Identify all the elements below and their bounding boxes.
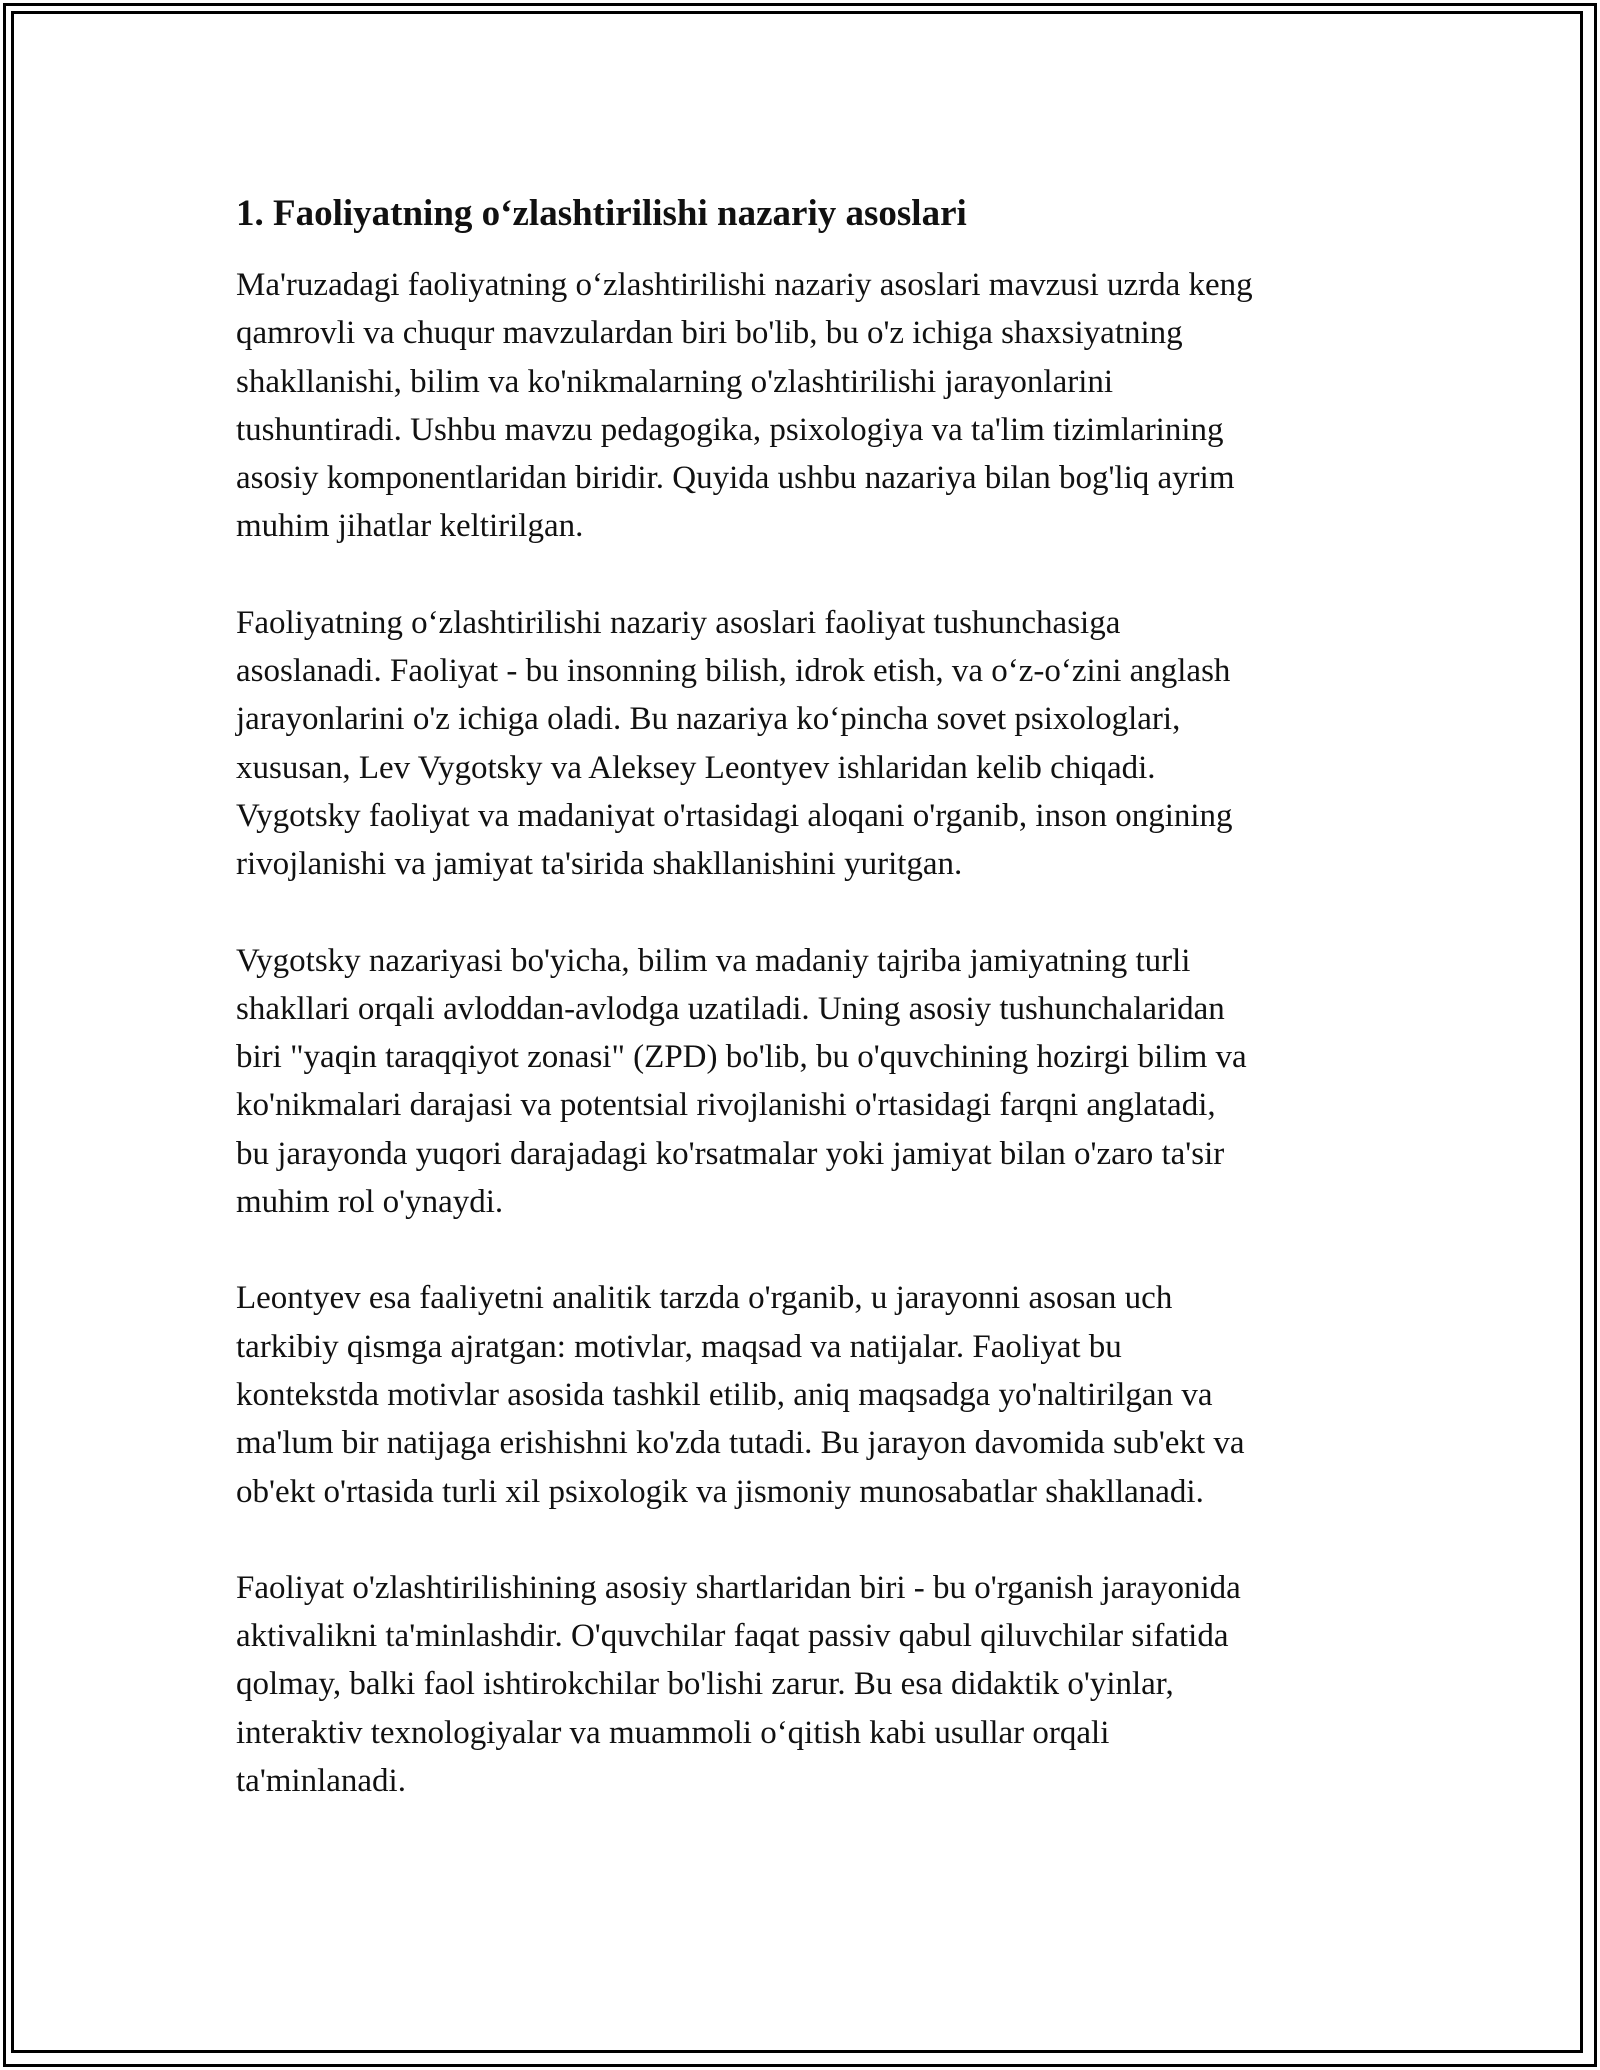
paragraph-line: jarayonlarini o'z ichiga oladi. Bu nazariya ko‘pincha sovet psixologlari, (236, 701, 1181, 738)
paragraph-line: tarkibiy qismga ajratgan: motivlar, maqsad va natijalar. Faoliyat bu (236, 1328, 1122, 1365)
paragraph-line: qolmay, balki faol ishtirokchilar bo'lishi zarur. Bu esa didaktik o'yinlar, (236, 1666, 1174, 1703)
paragraph-line: muhim rol o'ynaydi. (236, 1184, 504, 1221)
paragraph-line: Leontyev esa faaliyetni analitik tarzda o'rganib, u jarayonni asosan uch (236, 1280, 1173, 1317)
paragraph-line: aktivalikni ta'minlashdir. O'quvchilar faqat passiv qabul qiluvchilar sifatida (236, 1618, 1229, 1655)
paragraph-line: ob'ekt o'rtasida turli xil psixologik va jismoniy munosabatlar shakllanadi. (236, 1473, 1204, 1510)
document-title: 1. Faoliyatning o‘zlashtirilishi nazariy asoslari (236, 193, 967, 234)
paragraph-line: kontekstda motivlar asosida tashkil etilib, aniq maqsadga yo'naltirilgan va (236, 1376, 1213, 1413)
paragraph-line: Ma'ruzadagi faoliyatning o‘zlashtirilishi nazariy asoslari mavzusi uzrda keng (236, 267, 1253, 303)
paragraph-line: shakllari orqali avloddan-avlodga uzatiladi. Uning asosiy tushunchalaridan (236, 990, 1225, 1027)
paragraph-line: qamrovli va chuqur mavzulardan biri bo'lib, bu o'z ichiga shaxsiyatning (236, 315, 1183, 352)
paragraph-line: asosiy komponentlaridan biridir. Quyida ushbu nazariya bilan bog'liq ayrim (236, 460, 1235, 497)
paragraph-3 (236, 937, 1386, 1227)
paragraph-line: asoslanadi. Faoliyat - bu insonning bilish, idrok etish, va o‘z-o‘zini anglash (236, 653, 1231, 690)
paragraph-4 (236, 1274, 1386, 1515)
paragraph-line: Faoliyatning o‘zlashtirilishi nazariy asoslari faoliyat tushunchasiga (236, 604, 1121, 641)
paragraph-line: muhim jihatlar keltirilgan. (236, 508, 584, 545)
paragraph-line: Faoliyat o'zlashtirilishining asosiy shartlaridan biri - bu o'rganish jarayonida (236, 1569, 1241, 1606)
paragraph-line: ko'nikmalari darajasi va potentsial rivojlanishi o'rtasidagi farqni anglatadi, (236, 1087, 1216, 1124)
paragraph-line: Vygotsky faoliyat va madaniyat o'rtasidagi aloqani o'rganib, inson ongining (236, 797, 1233, 834)
paragraph-line: ma'lum bir natijaga erishishni ko'zda tutadi. Bu jarayon davomida sub'ekt va (236, 1425, 1245, 1462)
paragraph-line: shakllanishi, bilim va ko'nikmalarning o'zlashtirilishi jarayonlarini (236, 363, 1114, 400)
paragraph-line: biri "yaqin taraqqiyot zonasi" (ZPD) bo'lib, bu o'quvchining hozirgi bilim va (236, 1039, 1247, 1076)
paragraph-line: interaktiv texnologiyalar va muammoli o‘qitish kabi usullar orqali (236, 1714, 1110, 1751)
paragraph-line: ta'minlanadi. (236, 1763, 406, 1800)
paragraph-line: bu jarayonda yuqori darajadagi ko'rsatmalar yoki jamiyat bilan o'zaro ta'sir (236, 1135, 1225, 1172)
paragraph-line: tushuntiradi. Ushbu mavzu pedagogika, psixologiya va ta'lim tizimlarining (236, 411, 1224, 448)
document-body (236, 186, 1386, 1853)
paragraph-1 (236, 261, 1386, 551)
paragraph-line: Vygotsky nazariyasi bo'yicha, bilim va madaniy tajriba jamiyatning turli (236, 942, 1191, 979)
paragraph-line: xususan, Lev Vygotsky va Aleksey Leontyev ishlaridan kelib chiqadi. (236, 749, 1156, 786)
paragraph-5 (236, 1564, 1386, 1805)
paragraph-line: rivojlanishi va jamiyat ta'sirida shakllanishini yuritgan. (236, 846, 963, 883)
paragraph-2 (236, 599, 1386, 889)
